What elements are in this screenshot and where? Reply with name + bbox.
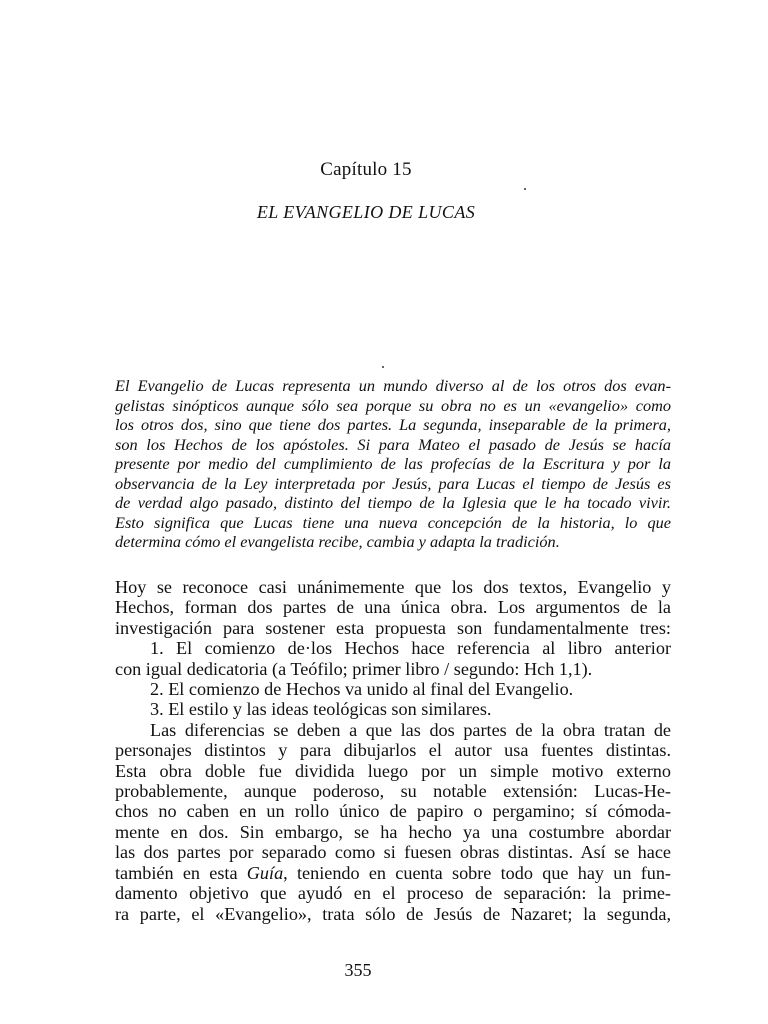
chapter-label: Capítulo 15: [320, 159, 412, 180]
body-line: investigación para sostener esta propuesta son fundamentalmente tres:: [115, 617, 671, 638]
section-dot: [382, 366, 384, 368]
body-line: Hechos, forman dos partes de una única obra. Los argumentos de la: [115, 597, 671, 618]
list-item-1: 1. El comienzo de·los Hechos hace referencia al libro anterior: [150, 638, 671, 659]
body-line: chos no caben en un rollo único de papiro o pergamino; sí cómoda-: [115, 801, 671, 822]
abstract-line: son los Hechos de los apóstoles. Si para Mateo el pasado de Jesús se hacía: [115, 434, 671, 454]
body-line: ra parte, el «Evangelio», trata sólo de Jesús de Nazaret; la segunda,: [115, 903, 671, 924]
list-item-2: 2. El comienzo de Hechos va unido al final del Evangelio.: [150, 679, 574, 700]
paragraph-start: Las diferencias se deben a que las dos partes de la obra tratan de: [150, 719, 671, 740]
abstract-line: presente por medio del cumplimiento de las profecías de la Escritura y por la: [115, 454, 671, 473]
scan-speck: [524, 188, 526, 190]
abstract-line: determina cómo el evangelista recibe, cambia y adapta la tradición.: [115, 532, 560, 551]
page-number: 355: [344, 960, 372, 980]
body-text: [115, 577, 671, 924]
abstract-line: de verdad algo pasado, distinto del tiempo de la Iglesia que le ha tocado vivir.: [115, 493, 671, 512]
abstract-line: Esto significa que Lucas tiene una nueva concepción de la historia, lo que: [115, 512, 671, 532]
abstract-line: observancia de la Ley interpretada por Jesús, para Lucas el tiempo de Jesús es: [115, 473, 671, 493]
chapter-abstract: [115, 376, 671, 552]
abstract-line: El Evangelio de Lucas representa un mundo diverso al de los otros dos evan-: [115, 376, 671, 395]
abstract-line: los otros dos, sino que tiene dos partes. La segunda, inseparable de la primera,: [115, 415, 671, 434]
book-title-emphasis: Guía: [246, 862, 284, 883]
list-item-3: 3. El estilo y las ideas teológicas son similares.: [150, 699, 492, 720]
body-line: también en esta Guía, teniendo en cuenta sobre todo que hay un fun-: [115, 862, 671, 883]
body-line: mente en dos. Sin embargo, se ha hecho ya una costumbre abordar: [115, 821, 671, 842]
abstract-line: gelistas sinópticos aunque sólo sea porque su obra no es un «evangelio» como: [115, 395, 671, 415]
chapter-title: EL EVANGELIO DE LUCAS: [256, 202, 476, 222]
body-line: personajes distintos y para dibujarlos el autor usa fuentes distintas.: [115, 740, 671, 761]
body-line: probablemente, aunque poderoso, su notable extensión: Lucas-He-: [115, 781, 671, 802]
body-line: Esta obra doble fue dividida luego por un simple motivo externo: [115, 760, 671, 781]
body-line: damento objetivo que ayudó en el proceso de separación: la prime-: [115, 883, 671, 904]
body-line: las dos partes por separado como si fuesen obras distintas. Así se hace: [115, 842, 671, 863]
body-line: con igual dedicatoria (a Teófilo; primer libro / segundo: Hch 1,1).: [115, 658, 593, 679]
body-line: Hoy se reconoce casi unánimemente que los dos textos, Evangelio y: [115, 577, 671, 597]
